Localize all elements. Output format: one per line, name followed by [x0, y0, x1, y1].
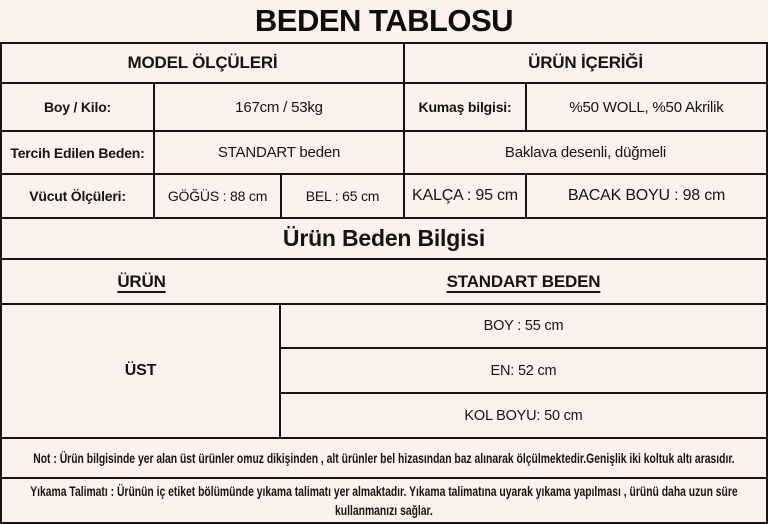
kumas-bilgisi-value: %50 WOLL, %50 Akrilik [569, 98, 724, 116]
model-table-header-row [2, 44, 766, 84]
product-name-cell: ÜST [2, 305, 281, 437]
kumas-bilgisi-label: Kumaş bilgisi: [405, 84, 527, 130]
gogus-value: GÖĞÜS : 88 cm [155, 175, 282, 217]
washing-row [2, 479, 766, 524]
section-heading: Ürün Beden Bilgisi [282, 225, 486, 251]
measurement-stack [281, 305, 766, 437]
size-table-header-row [2, 260, 766, 305]
model-measurements-header: MODEL ÖLÇÜLERİ [2, 44, 405, 82]
tercih-beden-row [2, 132, 766, 175]
boy-measurement: BOY : 55 cm [281, 305, 766, 349]
kalca-value: KALÇA : 95 cm [405, 175, 527, 217]
tercih-beden-value: STANDART beden [155, 132, 405, 173]
kol-boyu-measurement: KOL BOYU: 50 cm [464, 407, 583, 424]
size-chart-tables [0, 42, 768, 524]
standart-beden-column-header: STANDART BEDEN [446, 271, 601, 291]
measurement-note: Not : Ürün bilgisinde yer alan üst ürünler omuz dikişinden , alt ürünler bel hizasından baz alınarak ölçülmektedir.Genişlik iki koltuk altı arasıdır. [33, 450, 735, 466]
en-measurement: EN: 52 cm [281, 349, 766, 394]
bel-value: BEL : 65 cm [282, 175, 405, 217]
urun-detay-value: Baklava desenli, düğmeli [504, 144, 667, 161]
note-row [2, 439, 766, 479]
tercih-beden-label: Tercih Edilen Beden: [2, 132, 155, 173]
boy-kilo-row [2, 84, 766, 132]
bacak-boyu-value: BACAK BOYU : 98 cm [567, 187, 726, 204]
page-title: BEDEN TABLOSU [254, 3, 514, 38]
boy-kilo-label: Boy / Kilo: [2, 84, 155, 130]
product-content-header: ÜRÜN İÇERİĞİ [528, 53, 643, 72]
boy-kilo-value: 167cm / 53kg [155, 84, 405, 130]
urun-column-header: ÜRÜN [117, 271, 166, 291]
vucut-olculeri-label: Vücut Ölçüleri: [2, 175, 155, 217]
vucut-olculeri-row [2, 175, 766, 219]
washing-instructions: Yıkama Talimatı : Ürünün iç etiket bölümünde yıkama talimatı yer almaktadır. Yıkama talimatına uyarak yıkama yapılması , ürünü daha uzun süre kullanmanızı sağlar. [30, 483, 738, 518]
section-heading-row [2, 219, 766, 260]
size-table-body-row [2, 305, 766, 439]
